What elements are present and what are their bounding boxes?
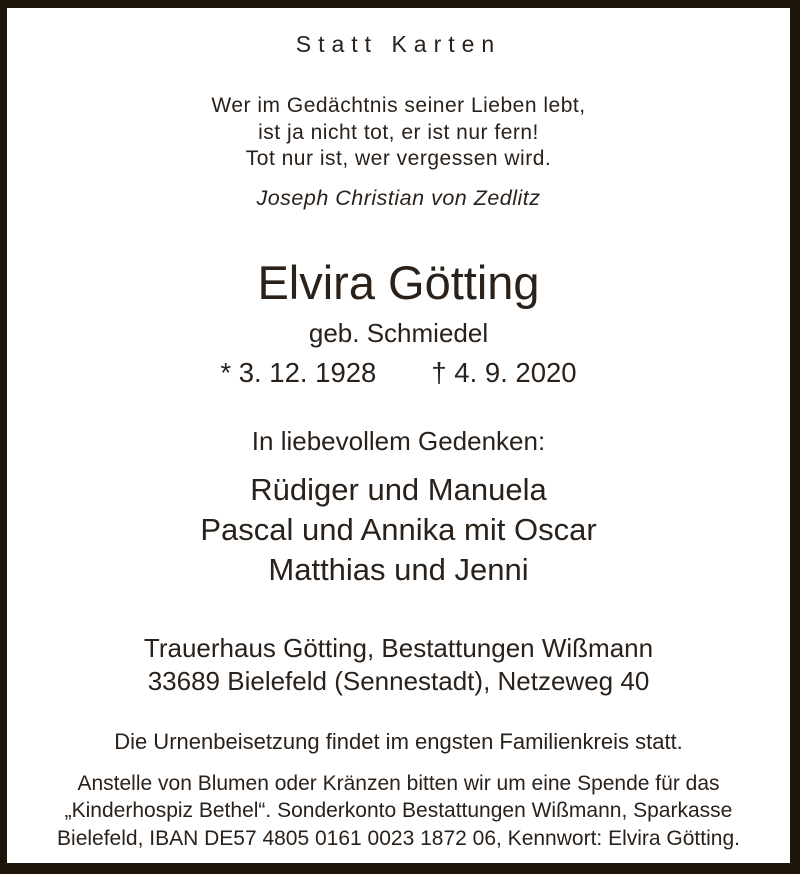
mourner-line: Rüdiger und Manuela bbox=[250, 471, 547, 507]
memorial-poem bbox=[7, 93, 790, 173]
donation-note-line: Bielefeld, IBAN DE57 4805 0161 0023 1872 06, Kennwort: Elvira Götting. bbox=[57, 826, 740, 850]
funeral-home-address bbox=[7, 632, 790, 698]
mourner-line: Matthias und Jenni bbox=[268, 551, 529, 587]
poem-attribution: Joseph Christian von Zedlitz bbox=[256, 185, 541, 210]
remembrance-intro: In liebevollem Gedenken: bbox=[251, 425, 546, 456]
donation-note bbox=[7, 770, 790, 853]
poem-line: Wer im Gedächtnis seiner Lieben lebt, bbox=[211, 94, 586, 117]
donation-note-line: „Kinderhospiz Bethel“. Sonderkonto Bestattungen Wißmann, Sparkasse bbox=[64, 799, 733, 822]
burial-note: Die Urnenbeisetzung findet im engsten Familienkreis statt. bbox=[114, 728, 683, 754]
death-date: † 4. 9. 2020 bbox=[431, 356, 577, 388]
life-dates bbox=[7, 358, 790, 388]
mourner-line: Pascal und Annika mit Oscar bbox=[200, 511, 597, 547]
poem-line: Tot nur ist, wer vergessen wird. bbox=[245, 147, 552, 170]
maiden-name: geb. Schmiedel bbox=[308, 317, 489, 348]
funeral-home-line: Trauerhaus Götting, Bestattungen Wißmann bbox=[143, 632, 654, 663]
birth-date: * 3. 12. 1928 bbox=[220, 356, 377, 388]
mourners-list bbox=[7, 470, 790, 590]
statt-karten-heading: Statt Karten bbox=[295, 31, 502, 57]
deceased-name: Elvira Götting bbox=[257, 255, 540, 309]
poem-line: ist ja nicht tot, er ist nur fern! bbox=[258, 120, 539, 144]
donation-note-line: Anstelle von Blumen oder Kränzen bitten wir um eine Spende für das bbox=[77, 771, 720, 795]
funeral-home-line: 33689 Bielefeld (Sennestadt), Netzeweg 40 bbox=[147, 665, 650, 696]
